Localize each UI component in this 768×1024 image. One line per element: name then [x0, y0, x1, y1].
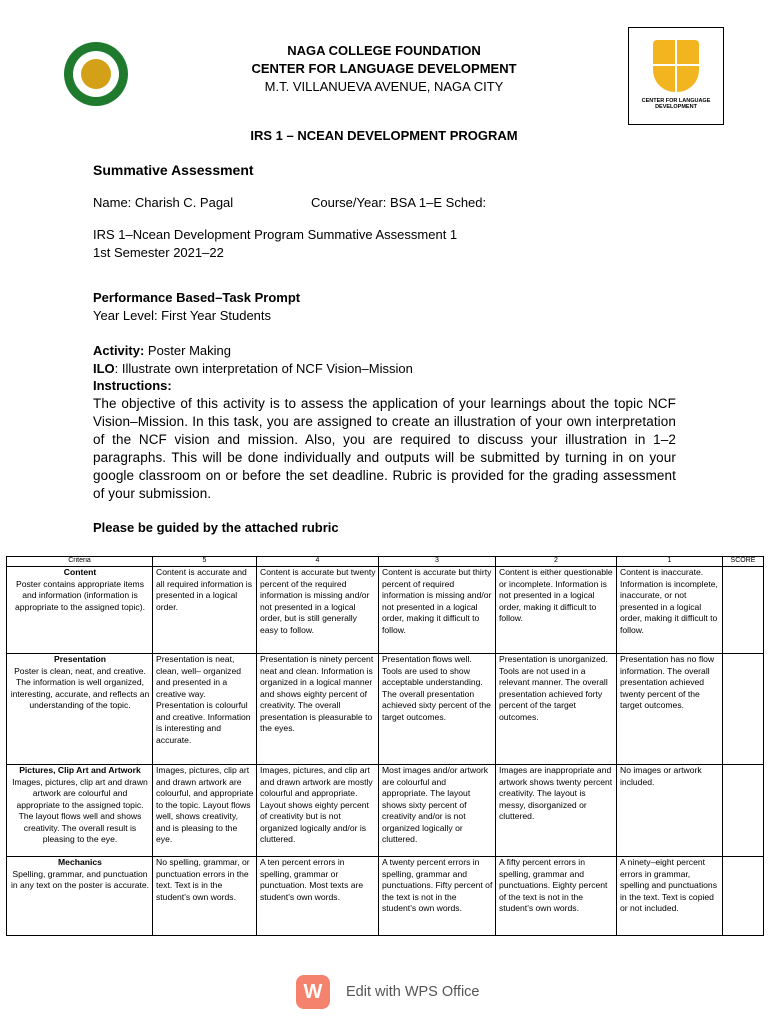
score-2-cell: Presentation is unorganized. Tools are not used in a relevant manner. The overall presentation achieved forty percent of the target outcomes. [496, 654, 617, 765]
header-2: 2 [496, 557, 617, 567]
rubric-note: Please be guided by the attached rubric [93, 520, 339, 535]
header-4: 4 [257, 557, 379, 567]
score-4-cell: A ten percent errors in spelling, grammar or punctuation. Most texts are student's own words. [257, 857, 379, 936]
rubric-row-pictures [7, 765, 764, 857]
assessment-title: Summative Assessment [93, 162, 254, 178]
instructions-text: The objective of this activity is to assess the application of your learnings about the topic NCF Vision–Mission. In this task, you are assigned to create an illustration of your own interpretation of the NCF vision and mission. Also, you are required to discuss your illustration in 1–2 paragraphs. This will be done individually and outputs will be submitted by turning in on your google classroom on or before the set deadline. Rubric is provided for the grading assessment of your submission. [93, 396, 676, 501]
score-3-cell: Content is accurate but thirty percent of required information is missing and/or not presented in a logical order, making it difficult to follow. [379, 567, 496, 654]
header-3: 3 [379, 557, 496, 567]
criterion-cell [7, 765, 153, 857]
org-name: NAGA COLLEGE FOUNDATION [287, 43, 481, 58]
score-5-cell: Content is accurate and all required information is presented in a logical order. [153, 567, 257, 654]
score-3-cell: A twenty percent errors in spelling, grammar and punctuations. Fifty percent of the text is not in the student's own words. [379, 857, 496, 936]
wps-office-icon: W [296, 975, 330, 1009]
task-heading: Performance Based–Task Prompt [93, 290, 301, 305]
score-4-cell: Content is accurate but twenty percent of the required information is missing and/or not presented in a logical order, but is still generally easy to follow. [257, 567, 379, 654]
rubric-row-presentation [7, 654, 764, 765]
cld-logo [628, 27, 724, 125]
score-cell[interactable] [723, 765, 764, 857]
activity-value: Poster Making [144, 343, 231, 358]
criterion-title: Mechanics [58, 857, 102, 867]
criterion-title: Presentation [53, 654, 107, 664]
wps-edit-link[interactable] [296, 975, 496, 1009]
program-title: IRS 1 – NCEAN DEVELOPMENT PROGRAM [250, 128, 518, 143]
instructions-label: Instructions: [93, 378, 172, 393]
criterion-cell [7, 857, 153, 936]
score-3-cell: Most images and/or artwork are colourful and appropriate. The layout shows sixty percent of creativity and/or is not organized logically or cluttered. [379, 765, 496, 857]
rubric-table [6, 556, 764, 936]
rubric-header-row [7, 557, 764, 567]
score-1-cell: Content is inaccurate. Information is incomplete, inaccurate, or not presented in a logical order, making it difficult to follow. [617, 567, 723, 654]
score-1-cell: No images or artwork included. [617, 765, 723, 857]
score-4-cell: Presentation is ninety percent neat and clean. Information is organized in a logical manner and shows eighty percent of creativity. The overall presentation is pleasurable to the eyes. [257, 654, 379, 765]
address: M.T. VILLANUEVA AVENUE, NAGA CITY [264, 79, 504, 94]
assessment-subtitle: IRS 1–Ncean Development Program Summative Assessment 1 [93, 227, 458, 242]
ilo-value: : Illustrate own interpretation of NCF Vision–Mission [114, 361, 413, 376]
activity-label: Activity: [93, 343, 145, 358]
score-cell[interactable] [723, 857, 764, 936]
ilo-label: ILO [93, 361, 115, 376]
criterion-title: Pictures, Clip Art and Artwork [19, 765, 141, 775]
student-name: Name: Charish C. Pagal [93, 195, 234, 210]
criterion-title: Content [63, 567, 97, 577]
score-3-cell: Presentation flows well. Tools are used to show acceptable understanding. The overall presentation achieved sixty percent of the target outcomes. [379, 654, 496, 765]
dept-name: CENTER FOR LANGUAGE DEVELOPMENT [251, 61, 517, 76]
header-1: 1 [617, 557, 723, 567]
score-5-cell: No spelling, grammar, or punctuation errors in the text. Text is in the student's own words. [153, 857, 257, 936]
criterion-description: Spelling, grammar, and punctuation in any text on the poster is accurate. [10, 868, 150, 890]
score-2-cell: Images are inappropriate and artwork shows twenty percent creativity. The layout is messy, disorganized or cluttered. [496, 765, 617, 857]
criterion-description: Poster is clean, neat, and creative. The information is well organized, interesting, accurate, and reflects an understanding of the topic. [10, 665, 150, 710]
rubric-row-mechanics [7, 857, 764, 936]
criterion-cell [7, 654, 153, 765]
score-cell[interactable] [723, 654, 764, 765]
score-1-cell: A ninety–eight percent errors in grammar, spelling and punctuations in the text. Text is copied or not included. [617, 857, 723, 936]
header-criteria: Criteria [7, 557, 153, 567]
score-4-cell: Images, pictures, and clip art and drawn artwork are mostly colourful and appropriate. Layout shows eighty percent of creativity but is not organized logically and/or is cluttered. [257, 765, 379, 857]
rubric-row-content [7, 567, 764, 654]
criterion-cell [7, 567, 153, 654]
score-1-cell: Presentation has no flow information. The overall presentation achieved twenty percent of the target outcomes. [617, 654, 723, 765]
score-5-cell: Images, pictures, clip art and drawn artwork are colourful, and appropriate to the topic. Layout flows well, shows creativity, and is pleasing to the eye. [153, 765, 257, 857]
score-2-cell: A fifty percent errors in spelling, grammar and punctuations. Eighty percent of the text is not in the student's own words. [496, 857, 617, 936]
criterion-description: Poster contains appropriate items and information (information is appropriate to the assigned topic). [15, 578, 145, 612]
year-level: Year Level: First Year Students [93, 308, 272, 323]
criterion-description: Images, pictures, clip art and drawn artwork are colourful and appropriate to the assigned topic. The layout flows well and shows creativity. The overall result is pleasing to the eye. [12, 776, 148, 844]
ilo-line [93, 361, 413, 376]
score-2-cell: Content is either questionable or incomplete. Information is not presented in a logical order, making it difficult to follow. [496, 567, 617, 654]
course-year: Course/Year: BSA 1–E Sched: [311, 195, 487, 210]
score-5-cell: Presentation is neat, clean, well– organized and presented in a creative way. Presentation is colourful and creative. Information is interesting and accurate. [153, 654, 257, 765]
score-cell[interactable] [723, 567, 764, 654]
cld-logo-text: CENTER FOR LANGUAGE DEVELOPMENT [641, 98, 711, 110]
header-5: 5 [153, 557, 257, 567]
wps-edit-label: Edit with WPS Office [346, 984, 480, 1000]
semester: 1st Semester 2021–22 [93, 245, 224, 260]
activity-line [93, 343, 231, 358]
header-score: SCORE [723, 557, 764, 567]
